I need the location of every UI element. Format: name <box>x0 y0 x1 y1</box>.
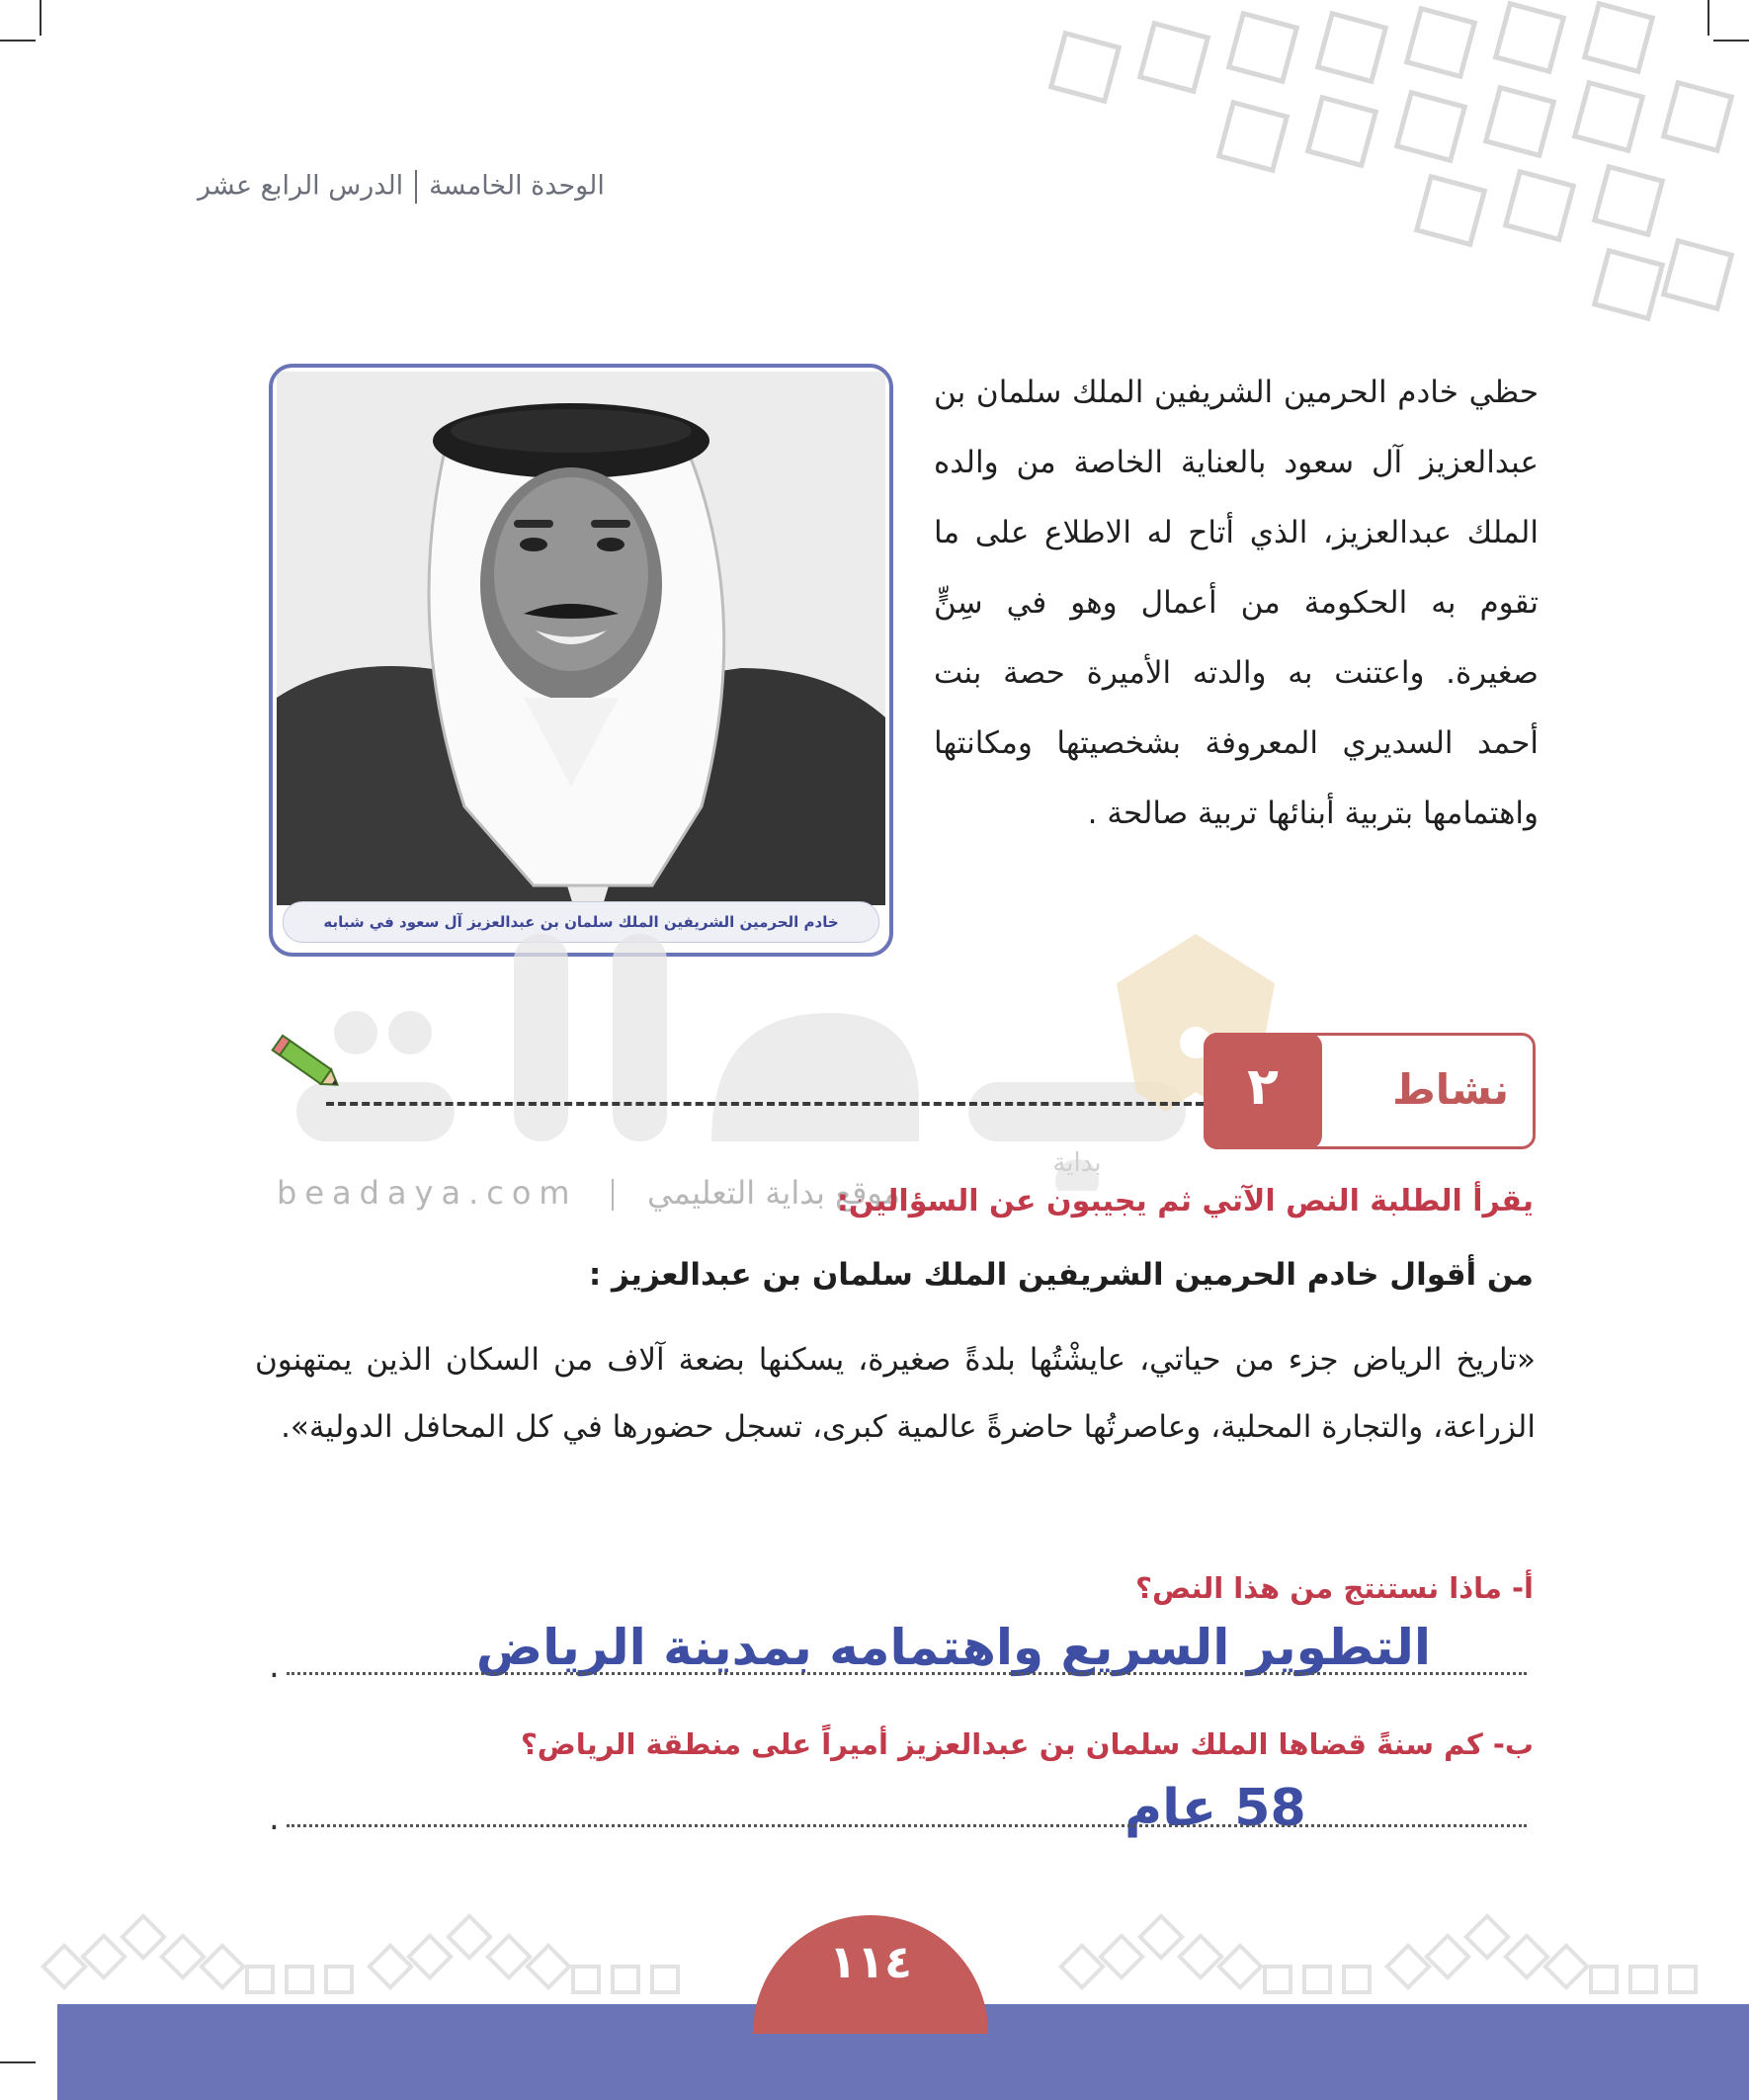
crop-mark <box>0 40 36 42</box>
answer-b: 58 عام <box>1124 1779 1306 1838</box>
crop-mark <box>40 0 42 36</box>
running-header <box>198 170 751 204</box>
watermark-word: بداية <box>1052 1148 1102 1178</box>
answer-a: التطوير السريع واهتمامه بمدينة الرياض <box>475 1619 1431 1676</box>
portrait-frame <box>269 364 893 957</box>
biography-paragraph: حظي خادم الحرمين الشريفين الملك سلمان بن عبدالعزيز آل سعود بالعناية الخاصة من والده الملك عبدالعزيز، الذي أتاح له الاطلاع على ما تقوم به الحكومة من أعمال وهو في سِنٍّ صغيرة. واعتنت به والدته الأميرة حصة بنت أحمد السديري المعروفة بشخصيتها ومكانتها واهتمامها بتربية أبنائها تربية صالحة . <box>934 375 1539 831</box>
answer-a-end-mark: . <box>269 1646 280 1686</box>
question-a: أ- ماذا نستنتج من هذا النص؟ <box>1135 1571 1534 1605</box>
quote-text: «تاريخ الرياض جزء من حياتي، عايشْتُها بلدةً صغيرة، يسكنها بضعة آلاف من السكان الذين يمتهنون الزراعة، والتجارة المحلية، وعاصرتُها حاضرةً عالمية كبرى، تسجل حضورها في كل المحافل الدولية». <box>255 1342 1536 1445</box>
header-unit: الوحدة الخامسة <box>429 170 605 202</box>
watermark-logo <box>277 894 1364 1191</box>
crop-mark <box>0 2061 36 2063</box>
corner-pattern <box>1028 0 1749 326</box>
question-b: ب- كم سنةً قضاها الملك سلمان بن عبدالعزيز أميراً على منطقة الرياض؟ <box>520 1727 1534 1761</box>
header-lesson: الدرس الرابع عشر <box>198 170 404 202</box>
answer-line-a <box>287 1672 1527 1675</box>
header-separator <box>415 170 417 204</box>
page-number: ١١٤ <box>828 1935 913 1988</box>
portrait-photo <box>277 372 885 905</box>
watermark-url-text: beadaya.com <box>277 1174 578 1212</box>
activity-instruction: يقرأ الطلبة النص الآتي ثم يجيبون عن السؤالين: <box>836 1184 1534 1218</box>
answer-b-end-mark: . <box>269 1799 280 1838</box>
answer-line-b <box>287 1824 1527 1827</box>
quote-title: من أقوال خادم الحرمين الشريفين الملك سلمان بن عبدالعزيز : <box>588 1257 1534 1293</box>
watermark-tagline: موقع بداية التعليمي <box>646 1174 901 1212</box>
portrait-illustration <box>277 372 885 905</box>
portrait-caption: خادم الحرمين الشريفين الملك سلمان بن عبدالعزيز آل سعود في شبابه <box>283 901 879 943</box>
pencil-icon <box>269 1028 348 1102</box>
activity-label: نشاط <box>1392 1065 1509 1114</box>
activity-number: ٢ <box>1204 1033 1322 1149</box>
activity-dashed-line <box>326 1102 1204 1106</box>
